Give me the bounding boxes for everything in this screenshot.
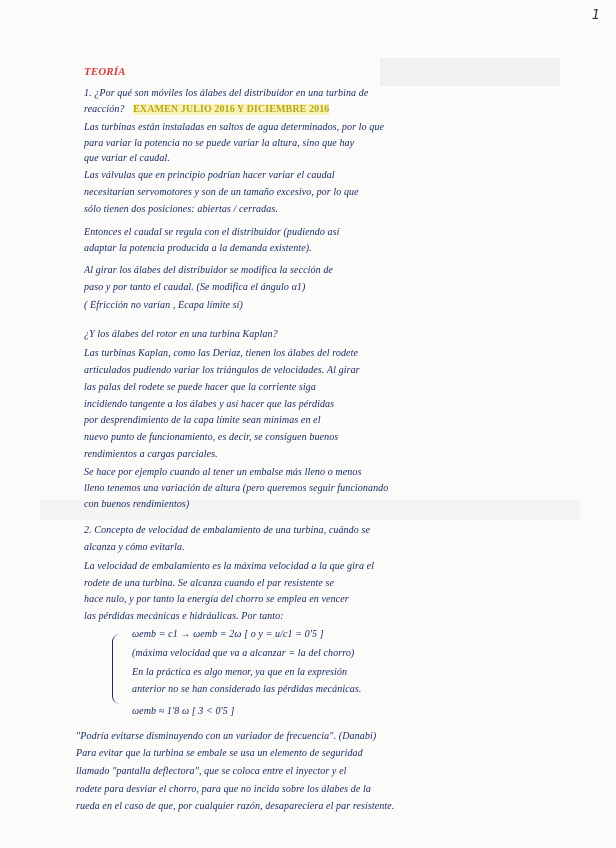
note-line: (máxima velocidad que va a alcanzar = la del chorro) (132, 648, 355, 659)
question-2-title: 2. Concepto de velocidad de embalamiento de una turbina, cuándo se (84, 525, 370, 536)
text-line: articulados pudiendo variar los triángulos de velocidades. Al girar (84, 365, 360, 376)
section-heading: TEORÍA (84, 66, 126, 78)
text-line: para variar la potencia no se puede variar la altura, sino que hay (84, 138, 355, 149)
text-line: Entonces el caudal se regula con el distribuidor (pudiendo así (84, 227, 340, 238)
text-line: con buenos rendimientos) (84, 499, 190, 510)
text-line: lleno tenemos una variación de altura (pero queremos seguir funcionando (84, 483, 389, 494)
text-line: rodete de una turbina. Se alcanza cuando el par resistente se (84, 578, 335, 589)
question-2-title-cont: alcanza y cómo evitarla. (84, 542, 185, 553)
question-1-title: 1. ¿Por qué son móviles los álabes del distribuidor en una turbina de (84, 88, 369, 99)
text-line: nuevo punto de funcionamiento, es decir, se consiguen buenos (84, 432, 339, 443)
page-number: 1 (591, 8, 600, 23)
note-line: En la práctica es algo menor, ya que en la expresión (132, 667, 348, 678)
formula-embalamiento: ωemb = c1 → ωemb = 2ω [ o y = u/c1 = 0'5 ] (132, 629, 324, 640)
note-line: anterior no se han considerado las pérdidas mecánicas. (132, 684, 362, 695)
text-line: Al girar los álabes del distribuidor se modifica la sección de (84, 265, 333, 276)
text-line: llamado "pantalla deflectora", que se coloca entre el inyector y el (76, 766, 347, 777)
text-line: adaptar la potencia producida a la demanda existente). (84, 243, 312, 254)
text-line: que variar el caudal. (84, 153, 170, 164)
text-line: rueda en el caso de que, por cualquier razón, desapareciera el par resistente. (76, 801, 395, 812)
text-line: rendimientos a cargas parciales. (84, 449, 218, 460)
text-line: La velocidad de embalamiento es la máxima velocidad a la que gira el (84, 561, 375, 572)
text-line: sólo tienen dos posiciones: abiertas / cerradas. (84, 204, 278, 215)
text-line: necesitarían servomotores y son de un tamaño excesivo, por lo que (84, 187, 359, 198)
text-line: las pérdidas mecánicas e hidráulicas. Por tanto: (84, 611, 284, 622)
brace-annotation (112, 634, 123, 704)
quote-line: "Podría evitarse disminuyendo con un variador de frecuencia". (Danabi) (76, 731, 377, 742)
exam-highlight: EXAMEN JULIO 2016 Y DICIEMBRE 2016 (133, 104, 330, 115)
question-1-title-end: reacción? (84, 104, 125, 115)
text-line: incidiendo tangente a los álabes y así hacer que las pérdidas (84, 399, 335, 410)
text-line: hace nulo, y por tanto la energía del chorro se emplea en vencer (84, 594, 349, 605)
text-line: ( Ēfricción no varían , Ēcapa límite sí) (84, 300, 243, 311)
text-line: las palas del rodete se puede hacer que la corriente siga (84, 382, 316, 393)
text-line: Se hace por ejemplo cuando al tener un embalse más lleno o menos (84, 467, 362, 478)
text-line: paso y por tanto el caudal. (Se modifica el ángulo α1) (84, 282, 306, 293)
text-line: rodete para desviar el chorro, para que no incida sobre los álabes de la (76, 784, 371, 795)
question-kaplan-title: ¿Y los álabes del rotor en una turbina Kaplan? (84, 329, 278, 340)
text-line: Las turbinas Kaplan, como las Deriaz, tienen los álabes del rodete (84, 348, 358, 359)
text-line: Las válvulas que en principio podrían hacer variar el caudal (84, 170, 335, 181)
formula-practical: ωemb ≈ 1'8 ω [ 3 < 0'5 ] (132, 706, 235, 717)
text-line: Para evitar que la turbina se embale se usa un elemento de seguridad (76, 748, 363, 759)
question-1-title-cont (84, 104, 534, 115)
text-line: por desprendimiento de la capa límite sean mínimas en el (84, 415, 321, 426)
text-line: Las turbinas están instaladas en saltos de agua determinados, por lo que (84, 122, 384, 133)
